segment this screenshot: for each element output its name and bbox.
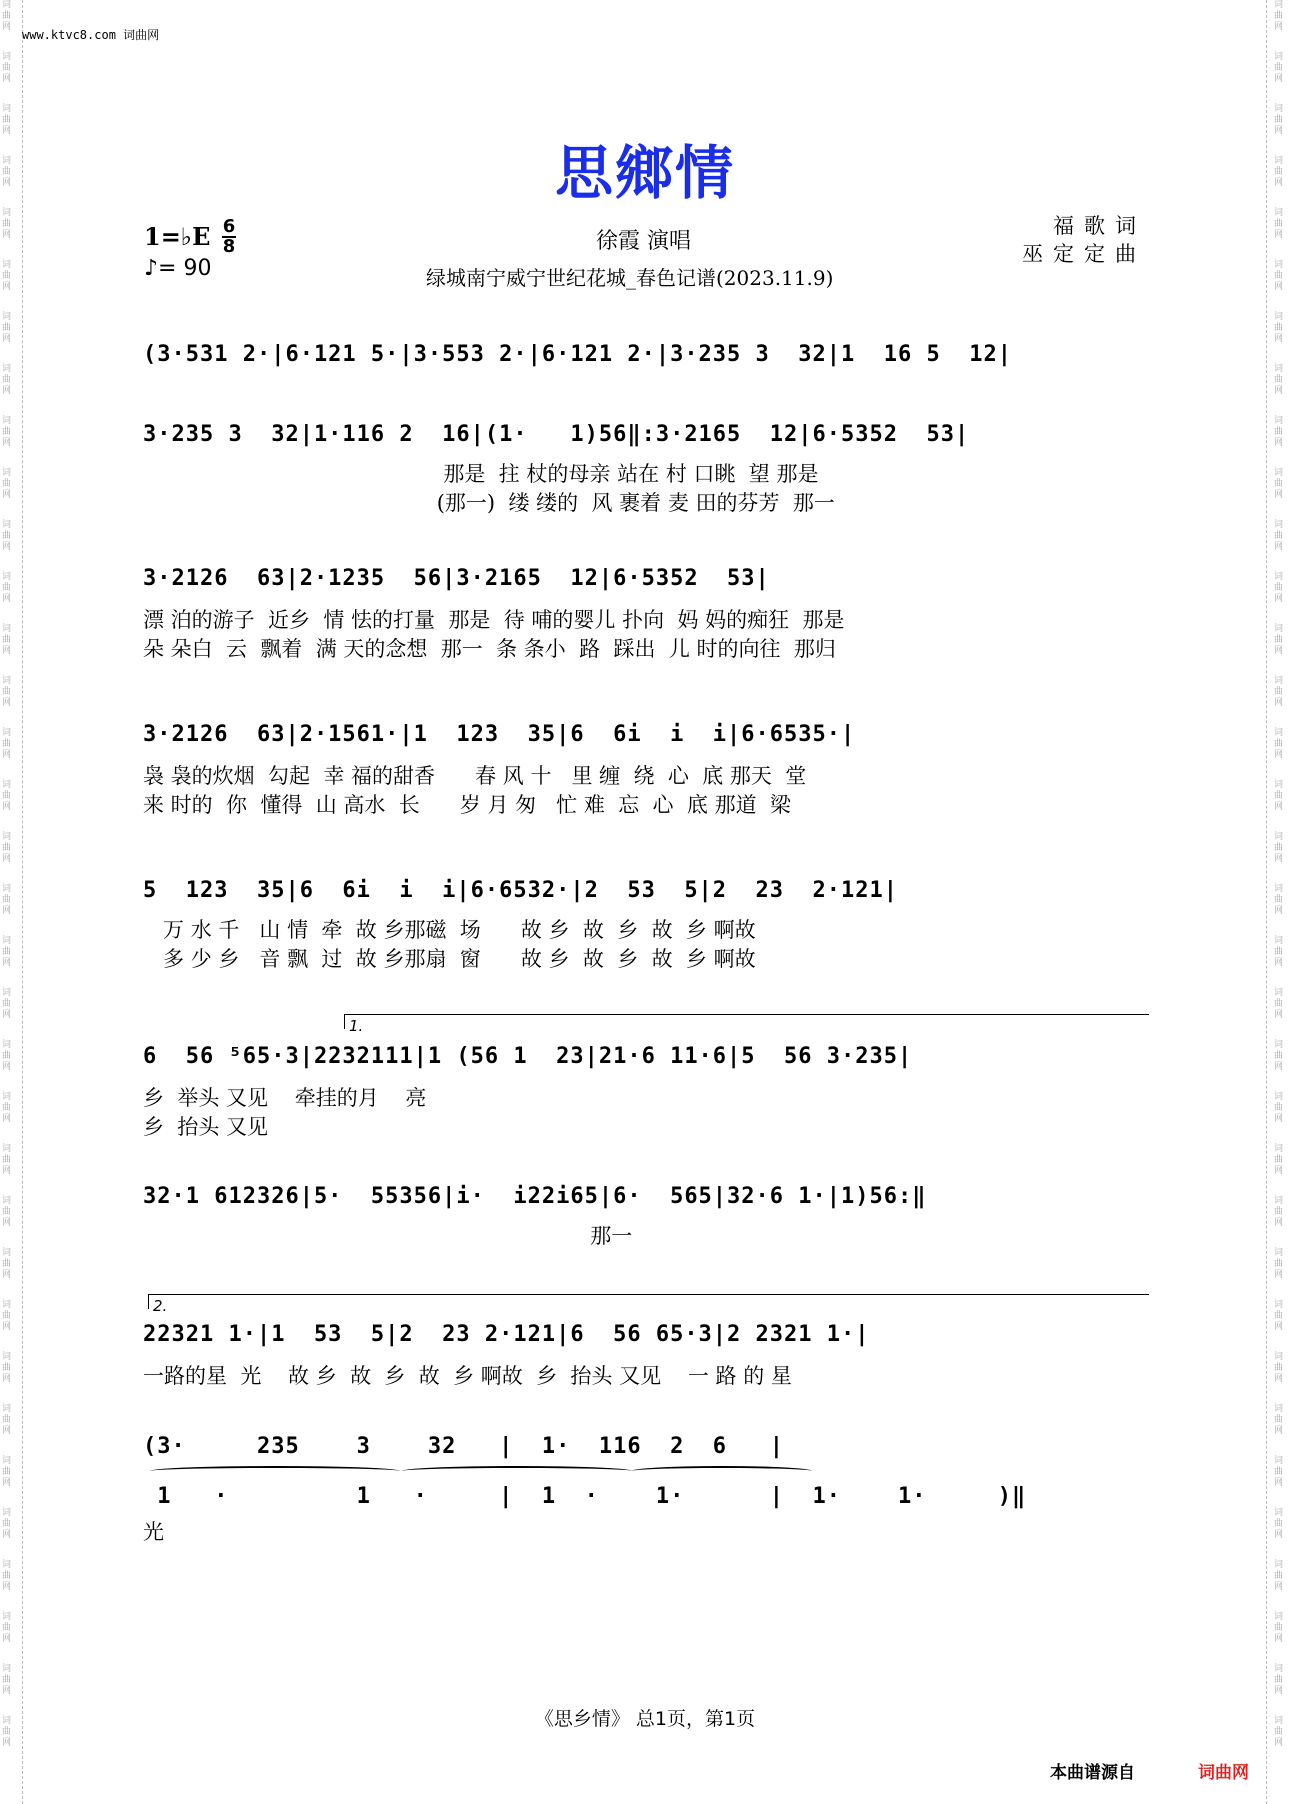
score-line-8: 22321 1·|1 53 5|2 23 2·121|6 56 65·3|2 2321 1·| [143,1322,870,1347]
site-header: www.ktvc8.com 词曲网 [22,28,160,42]
watermark-mark: 词曲网 [1274,0,1284,32]
watermark-mark: 词曲网 [1274,416,1284,448]
watermark-mark: 词曲网 [1274,52,1284,84]
lyric-line-9-verse-1: 光 [143,1520,164,1544]
watermark-mark: 词曲网 [1274,936,1284,968]
singer: 徐霞 演唱 [596,229,691,254]
watermark-mark: 词曲网 [1274,1404,1284,1436]
watermark-mark: 词曲网 [2,520,12,552]
time-signature [222,218,236,256]
watermark-mark: 词曲网 [2,260,12,292]
tie [632,1466,812,1476]
watermark-mark: 词曲网 [2,0,12,32]
score-line-3: 3·2126 63|2·1235 56|3·2165 12|6·5352 53| [143,566,770,591]
watermark-mark: 词曲网 [2,52,12,84]
right-margin-line [1266,0,1267,1804]
lyric-line-2-verse-1: 那是 拄 杖的母亲 站在 村 口眺 望 那是 [143,462,819,486]
watermark-mark: 词曲网 [1274,884,1284,916]
watermark-mark: 词曲网 [1274,1196,1284,1228]
tempo-mark: ♪= 90 [144,256,212,281]
watermark-mark: 词曲网 [1274,260,1284,292]
volta-1-label: 1. [349,1017,364,1035]
meter-top: 6 [222,216,236,237]
right-watermark-strip [1274,0,1288,1804]
watermark-mark: 词曲网 [2,468,12,500]
score-line-9-upper: (3· 235 3 32 | 1· 116 2 6 | [143,1434,785,1459]
score-line-6: 6 56 ⁵65·3|2232111|1 (56 1 23|21·6 11·6|5 56 3·235| [143,1044,913,1069]
score-line-5: 5 123 35|6 6i i i|6·6532·|2 53 5|2 23 2·121| [143,878,898,903]
source-label: 本曲谱源自 [1050,1763,1135,1783]
watermark-mark: 词曲网 [2,832,12,864]
watermark-mark: 词曲网 [1274,832,1284,864]
watermark-mark: 词曲网 [1274,1144,1284,1176]
tie [150,1466,400,1476]
watermark-mark: 词曲网 [2,1456,12,1488]
watermark-mark: 词曲网 [2,728,12,760]
watermark-mark: 词曲网 [1274,468,1284,500]
watermark-mark: 词曲网 [2,104,12,136]
brand-link[interactable]: 词曲网 [1198,1763,1249,1783]
watermark-mark: 词曲网 [1274,156,1284,188]
lyric-line-3-verse-1: 漂 泊的游子 近乡 情 怯的打量 那是 待 哺的婴儿 扑向 妈 妈的痴狂 那是 [143,608,845,632]
watermark-mark: 词曲网 [1274,1352,1284,1384]
watermark-mark: 词曲网 [2,1508,12,1540]
watermark-mark: 词曲网 [1274,780,1284,812]
meter-bottom: 8 [222,236,236,257]
watermark-mark: 词曲网 [1274,104,1284,136]
score-line-9-lower: 1 · 1 · | 1 · 1· | 1· 1· )‖ [143,1484,1027,1509]
tie [402,1466,632,1476]
watermark-mark: 词曲网 [2,1560,12,1592]
watermark-mark: 词曲网 [2,1664,12,1696]
watermark-mark: 词曲网 [2,1196,12,1228]
watermark-mark: 词曲网 [1274,988,1284,1020]
score-line-1: (3·531 2·|6·121 5·|3·553 2·|6·121 2·|3·235 3 32|1 16 5 12| [143,342,1012,367]
watermark-mark: 词曲网 [1274,1508,1284,1540]
watermark-mark: 词曲网 [2,416,12,448]
watermark-mark: 词曲网 [2,884,12,916]
score-line-2: 3·235 3 32|1·116 2 16|(1· 1)56‖:3·2165 12|6·5352 53| [143,422,970,447]
transcriber: 绿城南宁威宁世纪花城_春色记谱(2023.11.9) [426,266,834,290]
left-margin-line [22,0,23,1804]
volta-1 [344,1014,1149,1035]
composer: 巫定定曲 [1022,242,1146,266]
watermark-mark: 词曲网 [2,1352,12,1384]
lyric-line-4-verse-1: 袅 袅的炊烟 勾起 幸 福的甜香 春 风 十 里 缠 绕 心 底 那天 堂 [143,764,807,788]
watermark-mark: 词曲网 [2,780,12,812]
watermark-mark: 词曲网 [2,364,12,396]
watermark-mark: 词曲网 [1274,520,1284,552]
watermark-mark: 词曲网 [2,1092,12,1124]
volta-2-label: 2. [153,1297,168,1315]
lyric-line-4-verse-2: 来 时的 你 懂得 山 高水 长 岁 月 匆 忙 难 忘 心 底 那道 梁 [143,793,791,817]
watermark-mark: 词曲网 [1274,1612,1284,1644]
lyric-line-5-verse-1: 万 水 千 山 情 牵 故 乡那磁 场 故 乡 故 乡 故 乡 啊故 [143,918,756,942]
watermark-mark: 词曲网 [2,1248,12,1280]
lyric-line-6-verse-2: 乡 抬头 又见 [143,1115,269,1139]
watermark-mark: 词曲网 [1274,728,1284,760]
watermark-mark: 词曲网 [1274,1092,1284,1124]
watermark-mark: 词曲网 [1274,1716,1284,1748]
score-line-7: 32·1 612326|5· 55356|i· i22i65|6· 565|32·6 1·|1)56:‖ [143,1184,927,1209]
watermark-mark: 词曲网 [1274,624,1284,656]
score-line-4: 3·2126 63|2·1561·|1 123 35|6 6i i i|6·6535·| [143,722,856,747]
left-watermark-strip [2,0,16,1804]
lyric-line-7-verse-1: 那一 [143,1224,633,1248]
lyric-line-3-verse-2: 朵 朵白 云 飘着 满 天的念想 那一 条 条小 路 踩出 儿 时的向往 那归 [143,637,836,661]
watermark-mark: 词曲网 [1274,208,1284,240]
lyric-line-5-verse-2: 多 少 乡 音 飘 过 故 乡那扇 窗 故 乡 故 乡 故 乡 啊故 [143,947,756,971]
watermark-mark: 词曲网 [2,988,12,1020]
watermark-mark: 词曲网 [2,1040,12,1072]
watermark-mark: 词曲网 [1274,1664,1284,1696]
watermark-mark: 词曲网 [2,156,12,188]
lyricist: 福歌词 [1053,214,1146,238]
page-footer: 《思乡情》 总1页，第1页 [534,1708,756,1730]
watermark-mark: 词曲网 [2,312,12,344]
watermark-mark: 词曲网 [2,1144,12,1176]
watermark-mark: 词曲网 [2,936,12,968]
watermark-mark: 词曲网 [2,1404,12,1436]
watermark-mark: 词曲网 [2,1612,12,1644]
watermark-mark: 词曲网 [1274,1248,1284,1280]
lyric-line-2-verse-2: (那一) 缕 缕的 风 裹着 麦 田的芬芳 那一 [143,491,835,515]
watermark-mark: 词曲网 [2,1300,12,1332]
lyric-line-8-verse-1: 一路的星 光 故 乡 故 乡 故 乡 啊故 乡 抬头 又见 一 路 的 星 [143,1364,792,1388]
watermark-mark: 词曲网 [1274,1040,1284,1072]
song-title: 思鄉情 [554,139,735,207]
watermark-mark: 词曲网 [1274,1560,1284,1592]
watermark-mark: 词曲网 [2,624,12,656]
watermark-mark: 词曲网 [1274,364,1284,396]
key-signature: 1=♭E [144,222,211,251]
watermark-mark: 词曲网 [1274,572,1284,604]
lyric-line-6-verse-1: 乡 举头 又见 牵挂的月 亮 [143,1086,427,1110]
watermark-mark: 词曲网 [2,676,12,708]
volta-2 [148,1294,1149,1315]
watermark-mark: 词曲网 [1274,676,1284,708]
watermark-mark: 词曲网 [1274,1456,1284,1488]
watermark-mark: 词曲网 [1274,1300,1284,1332]
watermark-mark: 词曲网 [2,572,12,604]
watermark-mark: 词曲网 [1274,312,1284,344]
watermark-mark: 词曲网 [2,208,12,240]
watermark-mark: 词曲网 [2,1716,12,1748]
